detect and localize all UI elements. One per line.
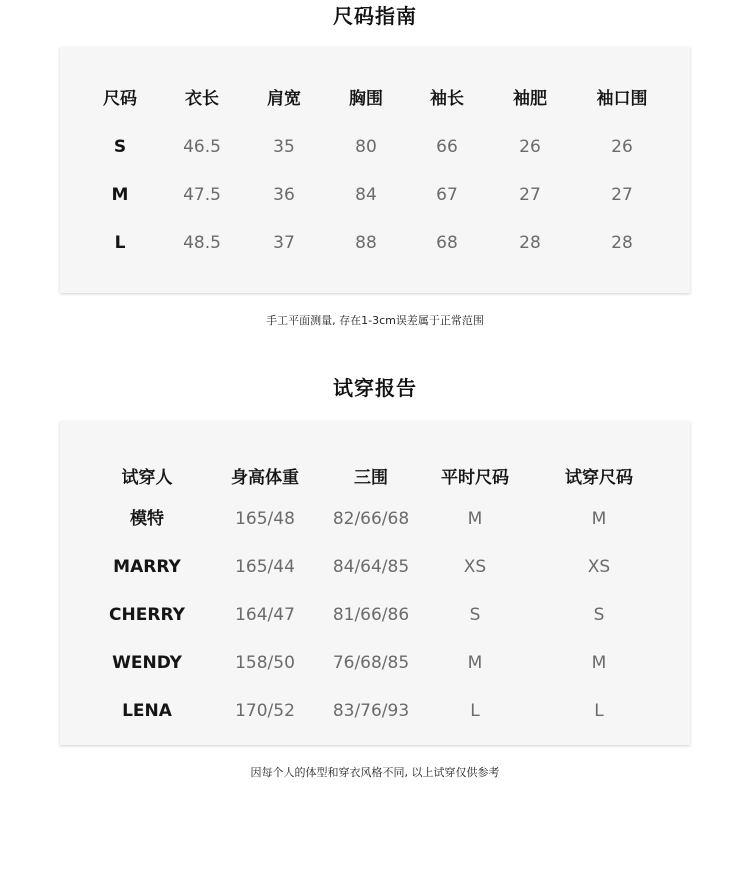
table-row bbox=[60, 639, 690, 687]
usual-size-value: XS bbox=[463, 557, 487, 577]
chest-value: 80 bbox=[355, 137, 377, 157]
height-weight-value: 158/50 bbox=[235, 653, 295, 673]
header-chest: 胸围 bbox=[349, 89, 383, 109]
header-shoulder: 肩宽 bbox=[267, 89, 301, 109]
length-value: 47.5 bbox=[183, 185, 221, 205]
tester-name: WENDY bbox=[112, 653, 182, 673]
height-weight-value: 170/52 bbox=[235, 701, 295, 721]
header-tester: 试穿人 bbox=[121, 468, 173, 488]
header-measurements: 三围 bbox=[354, 468, 388, 488]
sleeve-length-value: 66 bbox=[436, 137, 458, 157]
measurements-value: 76/68/85 bbox=[332, 653, 410, 673]
length-value: 48.5 bbox=[183, 233, 221, 253]
tester-name: 模特 bbox=[130, 509, 164, 529]
fit-report-title: 试穿报告 bbox=[333, 376, 417, 400]
measurements-value: 84/64/85 bbox=[332, 557, 410, 577]
tried-size-value: M bbox=[591, 653, 607, 673]
table-row bbox=[60, 495, 690, 543]
table-row bbox=[60, 591, 690, 639]
measurements-value: 82/66/68 bbox=[332, 509, 410, 529]
usual-size-value: M bbox=[467, 509, 483, 529]
tried-size-value: XS bbox=[587, 557, 611, 577]
tried-size-value: M bbox=[591, 509, 607, 529]
usual-size-value: S bbox=[469, 605, 481, 625]
table-row bbox=[60, 219, 690, 267]
sleeve-length-value: 68 bbox=[436, 233, 458, 253]
header-sleeve-width: 袖肥 bbox=[513, 89, 547, 109]
tester-name: LENA bbox=[122, 701, 172, 721]
header-tried-size: 试穿尺码 bbox=[565, 468, 633, 488]
header-sleeve-length: 袖长 bbox=[430, 89, 464, 109]
length-value: 46.5 bbox=[183, 137, 221, 157]
fit-report-note: 因每个人的体型和穿衣风格不同, 以上试穿仅供参考 bbox=[250, 766, 500, 779]
tester-name: MARRY bbox=[113, 557, 181, 577]
measurements-value: 81/66/86 bbox=[332, 605, 410, 625]
cuff-value: 27 bbox=[611, 185, 633, 205]
height-weight-value: 165/48 bbox=[235, 509, 295, 529]
size-guide-title: 尺码指南 bbox=[333, 4, 417, 28]
usual-size-value: M bbox=[467, 653, 483, 673]
tester-name: CHERRY bbox=[109, 605, 185, 625]
header-usual-size: 平时尺码 bbox=[441, 468, 509, 488]
size-label: M bbox=[111, 185, 129, 205]
header-length: 衣长 bbox=[185, 89, 219, 109]
size-guide-table bbox=[60, 47, 690, 293]
fit-report-table bbox=[60, 421, 690, 745]
tried-size-value: L bbox=[594, 701, 604, 721]
table-row bbox=[60, 171, 690, 219]
header-size: 尺码 bbox=[103, 89, 137, 109]
shoulder-value: 36 bbox=[273, 185, 295, 205]
sleeve-width-value: 28 bbox=[519, 233, 541, 253]
shoulder-value: 35 bbox=[273, 137, 295, 157]
table-row bbox=[60, 687, 690, 735]
measurements-value: 83/76/93 bbox=[332, 701, 410, 721]
cuff-value: 28 bbox=[611, 233, 633, 253]
tried-size-value: S bbox=[593, 605, 605, 625]
table-row bbox=[60, 543, 690, 591]
height-weight-value: 165/44 bbox=[235, 557, 295, 577]
sleeve-length-value: 67 bbox=[436, 185, 458, 205]
chest-value: 88 bbox=[355, 233, 377, 253]
size-table-header-row bbox=[60, 75, 690, 123]
size-label: L bbox=[114, 233, 126, 253]
table-row bbox=[60, 123, 690, 171]
sleeve-width-value: 26 bbox=[519, 137, 541, 157]
chest-value: 84 bbox=[355, 185, 377, 205]
size-guide-note: 手工平面测量, 存在1-3cm误差属于正常范围 bbox=[266, 314, 484, 327]
shoulder-value: 37 bbox=[273, 233, 295, 253]
usual-size-value: L bbox=[470, 701, 480, 721]
size-label: S bbox=[113, 137, 127, 157]
header-height-weight: 身高体重 bbox=[231, 468, 299, 488]
cuff-value: 26 bbox=[611, 137, 633, 157]
sleeve-width-value: 27 bbox=[519, 185, 541, 205]
height-weight-value: 164/47 bbox=[235, 605, 295, 625]
header-cuff: 袖口围 bbox=[596, 89, 648, 109]
